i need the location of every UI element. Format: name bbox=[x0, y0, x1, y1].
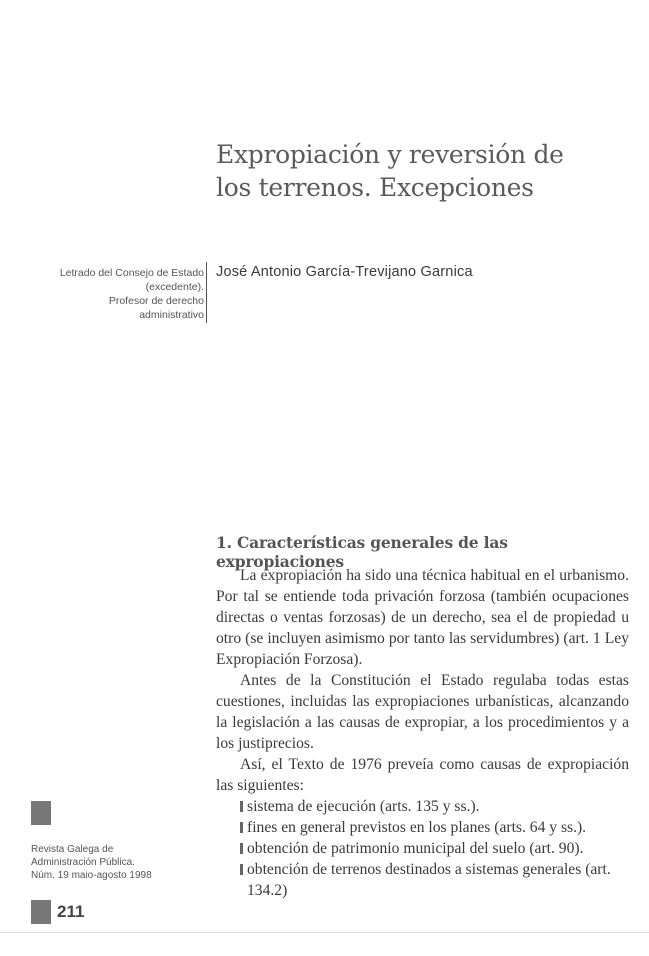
section-body bbox=[216, 565, 629, 901]
journal-info bbox=[31, 843, 201, 882]
list-item-text: sistema de ejecución (arts. 135 y ss.). bbox=[247, 798, 480, 815]
paragraph: La expropiación ha sido una técnica habitual en el urbanismo. Por tal se entiende toda privación forzosa (también ocupaciones directas o ventas forzosas) de un derecho, sea el de propiedad u otro (se incluyen asimismo por tanto las servidumbres) (art. 1 Ley Expropiación Forzosa). bbox=[216, 567, 629, 668]
journal-line: Revista Galega de bbox=[31, 844, 114, 855]
page-marker-square bbox=[31, 900, 51, 924]
affiliation-line: (excedente). bbox=[145, 281, 204, 293]
list-item-text: obtención de patrimonio municipal del suelo (art. 90). bbox=[247, 840, 584, 857]
affiliation-line: administrativo bbox=[139, 309, 204, 321]
affiliation-line: Profesor de derecho bbox=[108, 295, 204, 307]
paragraph: Así, el Texto de 1976 preveía como causas de expropiación las siguientes: bbox=[216, 756, 629, 794]
title-line-1: Expropiación y reversión de bbox=[216, 140, 564, 169]
list-item-text: fines en general previstos en los planes (arts. 64 y ss.). bbox=[247, 819, 587, 836]
bullet-icon bbox=[240, 864, 243, 875]
bullet-icon bbox=[240, 843, 243, 854]
list-item bbox=[240, 838, 629, 859]
list-item bbox=[240, 796, 629, 817]
title-line-2: los terrenos. Excepciones bbox=[216, 173, 534, 202]
list-item bbox=[240, 817, 629, 838]
journal-logo-square bbox=[31, 801, 51, 825]
list-item bbox=[240, 859, 629, 901]
bullet-icon bbox=[240, 822, 243, 833]
author-affiliation bbox=[20, 266, 204, 322]
author-name: José Antonio García-Trevijano Garnica bbox=[216, 264, 473, 280]
section-heading: 1. Características generales de las expropiaciones bbox=[216, 533, 508, 571]
page-number: 211 bbox=[57, 902, 85, 921]
affiliation-divider bbox=[206, 262, 207, 323]
bullet-icon bbox=[240, 801, 243, 812]
article-title bbox=[216, 138, 616, 204]
bottom-divider bbox=[0, 932, 649, 933]
affiliation-line: Letrado del Consejo de Estado bbox=[59, 267, 204, 279]
list-item-text: obtención de terrenos destinados a sistemas generales (art. 134.2) bbox=[247, 861, 611, 899]
paragraph: Antes de la Constitución el Estado regulaba todas estas cuestiones, incluidas las expropiaciones urbanísticas, alcanzando la legislación a las causas de expropiar, a los procedimientos y a los justiprecios. bbox=[216, 672, 629, 752]
journal-line: Núm. 19 maio-agosto 1998 bbox=[31, 870, 152, 881]
causes-list bbox=[216, 796, 629, 901]
journal-line: Administración Pública. bbox=[31, 857, 135, 868]
